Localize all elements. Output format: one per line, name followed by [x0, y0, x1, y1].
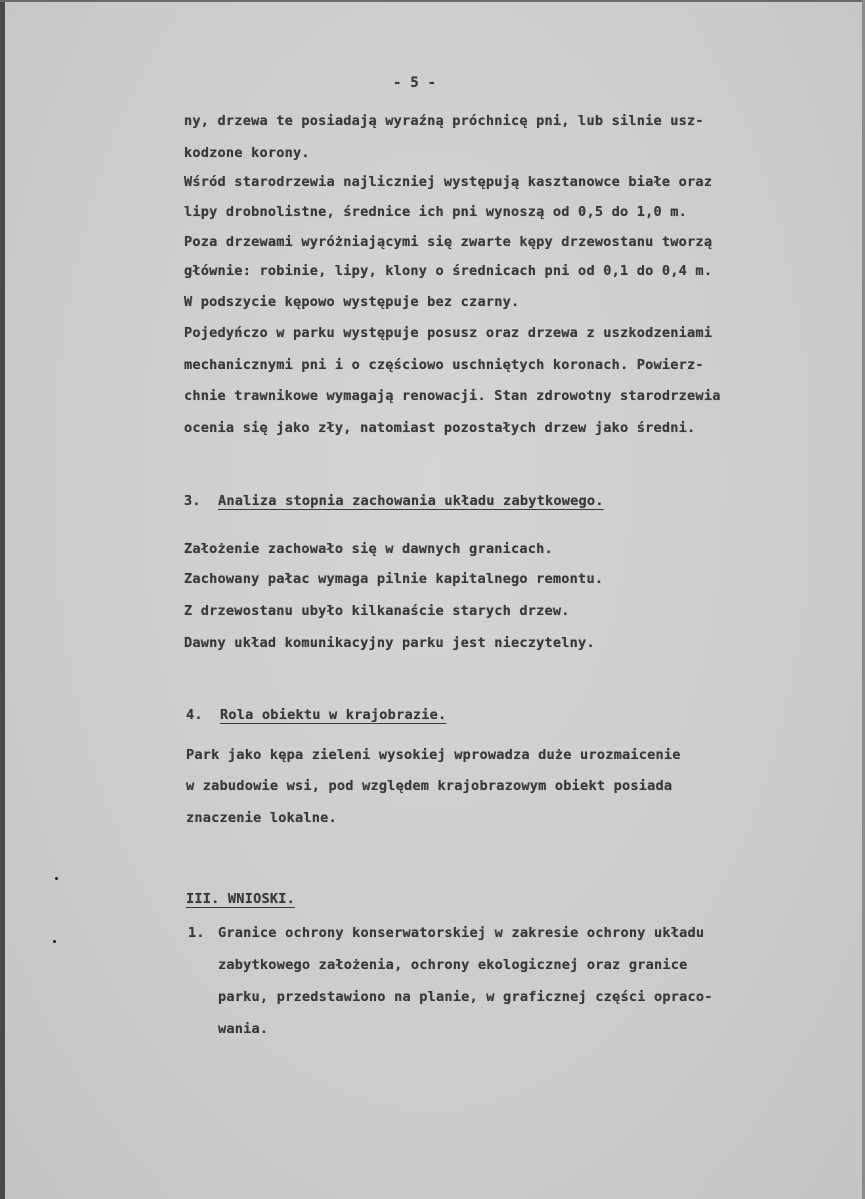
text-line: mechanicznymi pni i o częściowo uschniętych koronach. Powierz- [184, 357, 704, 373]
text-line: Poza drzewami wyróżniającymi się zwarte kępy drzewostanu tworzą [184, 234, 713, 250]
text-line: Pojedyńczo w parku występuje posusz oraz drzewa z uszkodzeniami [184, 325, 713, 341]
text-line: Dawny układ komunikacyjny parku jest nieczytelny. [184, 635, 595, 651]
text-line: w zabudowie wsi, pod względem krajobrazowym obiekt posiada [186, 778, 673, 794]
text-line: ny, drzewa te posiadają wyraźną próchnicę pni, lub silnie usz- [184, 113, 704, 129]
text-line: W podszycie kępowo występuje bez czarny. [184, 294, 520, 310]
text-line: chnie trawnikowe wymagają renowacji. Stan zdrowotny starodrzewia [184, 388, 721, 404]
section-title: Rola obiektu w krajobrazie. [220, 707, 447, 723]
page-top-edge [0, 0, 865, 2]
text-line: lipy drobnolistne, średnice ich pni wynoszą od 0,5 do 1,0 m. [184, 204, 688, 220]
text-line: znaczenie lokalne. [186, 810, 337, 826]
text-line: Wśród starodrzewia najliczniej występują kasztanowce białe oraz [184, 174, 713, 190]
text-line: wania. [218, 1021, 269, 1037]
text-line: Założenie zachowało się w dawnych granicach. [184, 541, 553, 557]
text-line: Granice ochrony konserwatorskiej w zakresie ochrony układu [218, 925, 705, 941]
list-item-number: 1. [188, 925, 205, 941]
section-title: Analiza stopnia zachowania układu zabytkowego. [218, 493, 604, 509]
text-line: głównie: robinie, lipy, klony o średnicach pni od 0,1 do 0,4 m. [184, 263, 713, 279]
page-number: - 5 - [393, 75, 437, 91]
margin-mark [53, 940, 56, 943]
text-line: ocenia się jako zły, natomiast pozostałych drzew jako średni. [184, 420, 696, 436]
margin-mark [55, 877, 58, 880]
page-left-edge-shadow [0, 0, 5, 1199]
section-number: 3. [184, 493, 201, 509]
text-line: Z drzewostanu ubyło kilkanaście starych drzew. [184, 603, 570, 619]
text-line: kodzone korony. [184, 145, 310, 161]
text-line: parku, przedstawiono na planie, w graficznej części opraco- [218, 989, 713, 1005]
text-line: Park jako kępa zieleni wysokiej wprowadza duże urozmaicenie [186, 747, 681, 763]
section-number: 4. [186, 707, 203, 723]
section-title: III. WNIOSKI. [186, 891, 295, 907]
text-line: Zachowany pałac wymaga pilnie kapitalnego remontu. [184, 571, 604, 587]
text-line: zabytkowego założenia, ochrony ekologicznej oraz granice [218, 957, 688, 973]
